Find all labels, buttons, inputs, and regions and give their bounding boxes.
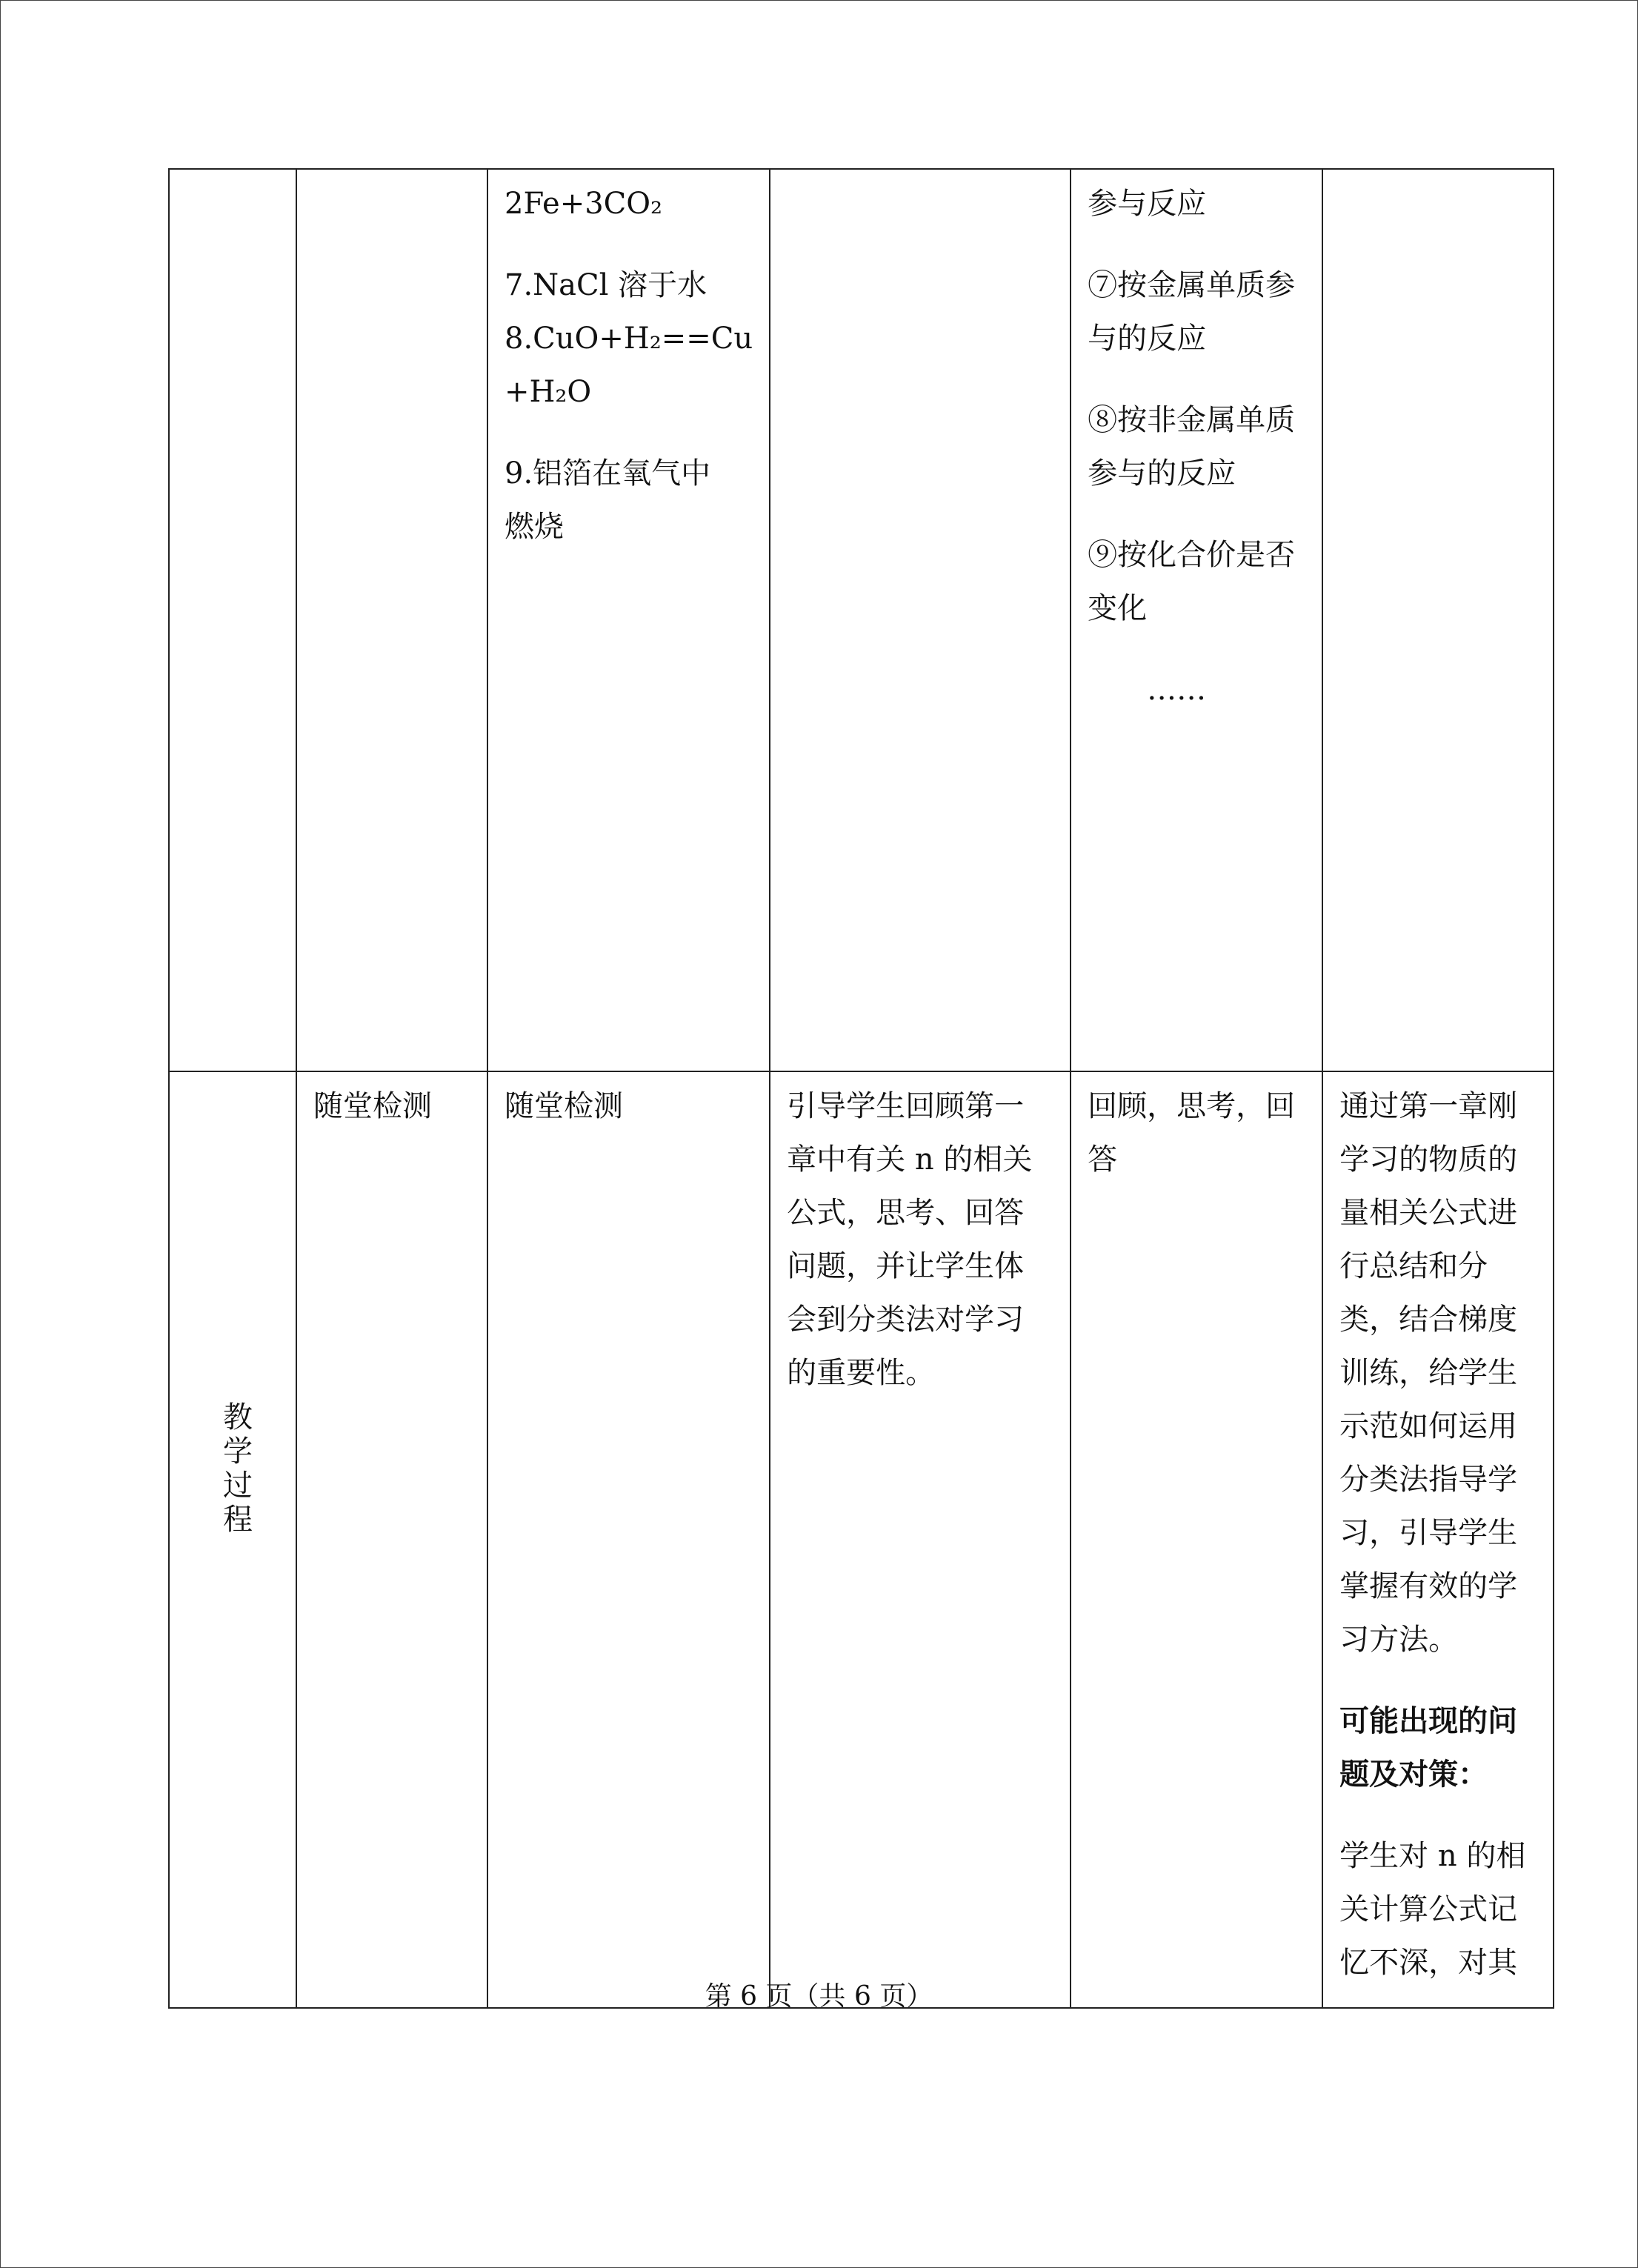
intent-line: 习，引导学生 bbox=[1339, 1516, 1518, 1550]
classification-line: 与的反应 bbox=[1088, 322, 1207, 356]
design-intent-cell bbox=[1322, 1071, 1554, 2008]
heading-line: 可能出现的问 bbox=[1339, 1704, 1518, 1738]
classification-line: ⑧按非金属单质 bbox=[1088, 403, 1296, 437]
intent-line: 训练，给学生 bbox=[1339, 1356, 1518, 1390]
teacher-activity-cell bbox=[770, 169, 1071, 1071]
stage-cell bbox=[296, 169, 487, 1071]
student-line: 回顾，思考，回 bbox=[1088, 1089, 1296, 1123]
section-label-char: 过 bbox=[223, 1469, 253, 1503]
intent-line: 行总结和分 bbox=[1339, 1249, 1488, 1283]
design-intent-cell bbox=[1322, 169, 1554, 1071]
section-label-char: 教 bbox=[223, 1400, 253, 1434]
content-label: 随堂检测 bbox=[505, 1089, 623, 1123]
example-item bbox=[505, 259, 753, 419]
classification-item bbox=[1088, 259, 1305, 365]
table-row bbox=[169, 169, 1554, 1071]
ellipsis-text: …… bbox=[1147, 673, 1207, 707]
example-line: 8.CuO+H₂==Cu bbox=[505, 322, 753, 356]
heading-line: 题及对策： bbox=[1339, 1757, 1488, 1792]
classification-line: ⑨按化合价是否 bbox=[1088, 538, 1296, 572]
content-cell bbox=[487, 169, 770, 1071]
lesson-plan-table bbox=[168, 168, 1554, 2009]
ellipsis bbox=[1088, 663, 1305, 716]
stage-cell bbox=[296, 1071, 487, 2008]
teacher-line: 问题，并让学生体 bbox=[787, 1249, 1025, 1283]
intent-line: 掌握有效的学 bbox=[1339, 1569, 1518, 1603]
teacher-activity-cell bbox=[770, 1071, 1071, 2008]
equation-line: 2Fe+3CO₂ bbox=[505, 187, 663, 221]
student-activity-cell bbox=[1071, 1071, 1322, 2008]
student-activity-cell bbox=[1071, 169, 1322, 1071]
section-cell bbox=[169, 169, 296, 1071]
intent-line: 量相关公式进 bbox=[1339, 1196, 1518, 1230]
table-row bbox=[169, 1071, 1554, 2008]
intent-line: 习方法。 bbox=[1339, 1623, 1459, 1657]
teacher-line: 的重要性。 bbox=[787, 1356, 936, 1390]
page-footer: 第 6 页（共 6 页） bbox=[705, 1981, 933, 2012]
teacher-line: 会到分类法对学习 bbox=[787, 1303, 1025, 1337]
stage-label: 随堂检测 bbox=[313, 1089, 432, 1123]
problems-heading bbox=[1339, 1695, 1537, 1801]
intent-line: 类，结合梯度 bbox=[1339, 1303, 1518, 1337]
teacher-line: 引导学生回顾第一 bbox=[787, 1089, 1025, 1123]
classification-item: 参与反应 bbox=[1088, 187, 1207, 221]
intent-line: 学习的物质的 bbox=[1339, 1143, 1518, 1177]
section-label-char: 程 bbox=[223, 1503, 253, 1537]
section-label-vertical bbox=[216, 1400, 260, 1537]
classification-item bbox=[1088, 393, 1305, 500]
intent-line: 通过第一章刚 bbox=[1339, 1089, 1518, 1123]
teacher-line: 章中有关 n 的相关 bbox=[787, 1143, 1033, 1177]
problem-line: 忆不深，对其 bbox=[1339, 1946, 1518, 1980]
example-line: +H₂O bbox=[505, 375, 592, 409]
classification-item bbox=[1088, 528, 1305, 635]
classification-line: ⑦按金属单质参 bbox=[1088, 268, 1296, 302]
problems-paragraph bbox=[1339, 1829, 1537, 1989]
content-cell bbox=[487, 1071, 770, 2008]
example-line: 9.铝箔在氧气中 bbox=[505, 456, 711, 490]
design-intent-paragraph bbox=[1339, 1080, 1537, 1666]
student-line: 答 bbox=[1088, 1143, 1118, 1177]
example-line: 7.NaCl 溶于水 bbox=[505, 268, 708, 302]
teacher-line: 公式，思考、回答 bbox=[787, 1196, 1025, 1230]
section-cell bbox=[169, 1071, 296, 2008]
problem-line: 关计算公式记 bbox=[1339, 1892, 1518, 1926]
section-label-char: 学 bbox=[223, 1434, 253, 1469]
problem-line: 学生对 n 的相 bbox=[1339, 1839, 1526, 1873]
example-item bbox=[505, 447, 753, 553]
example-line: 燃烧 bbox=[505, 510, 564, 544]
intent-line: 分类法指导学 bbox=[1339, 1463, 1518, 1497]
intent-line: 示范如何运用 bbox=[1339, 1409, 1518, 1443]
classification-line: 参与的反应 bbox=[1088, 456, 1236, 490]
classification-line: 变化 bbox=[1088, 591, 1148, 625]
